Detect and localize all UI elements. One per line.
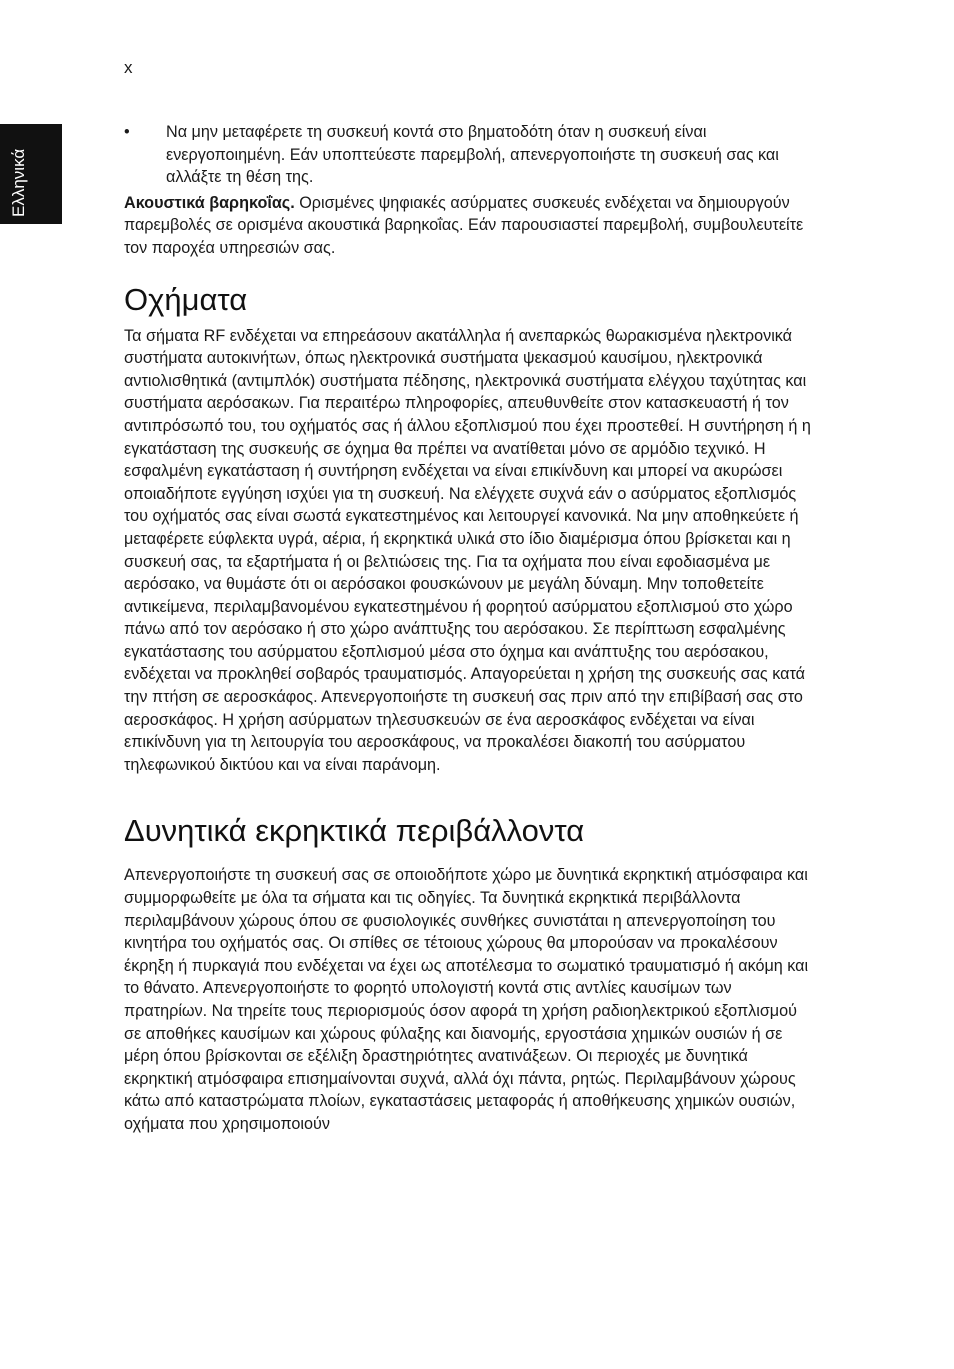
explosive-environments-paragraph: Απενεργοποιήστε τη συσκευή σας σε οποιοδήποτε χώρο με δυνητικά εκρηκτική ατμόσφαιρα και συμμορφωθείτε με όλα τα σήματα και τις οδηγίες. Τα δυνητικά εκρηκτικά περιβάλλοντα περιλαμβάνουν χώρους όπου σε φυσιολογικές συνθήκες συνιστάται η απενεργοποίηση του κινητήρα του οχήματός σας. Οι σπίθες σε τέτοιους χώρους θα μπορούσαν να προκαλέσουν έκρηξη ή πυρκαγιά που ενδέχεται να έχει ως αποτέλεσμα το σωματικό τραυματισμό ή ακόμη και το θάνατο. Απενεργοποιήστε το φορητό υπολογιστή κοντά στις αντλίες καυσίμων των πρατηρίων. Να τηρείτε τους περιορισμούς όσον αφορά τη χρήση ραδιοηλεκτρικού εξοπλισμού σε αποθήκες καυσίμων και χώρους φύλαξης και διανομής, εργοστάσια χημικών ουσιών ή σε μέρη όπου βρίσκονται σε εξέλιξη δραστηριότητες ανατινάξεων. Οι περιοχές με δυνητικά εκρηκτική ατμόσφαιρα επισημαίνονται συχνά, αλλά όχι πάντα, ρητώς. Περιλαμβάνουν χώρους κάτω από καταστρώματα πλοίων, εγκαταστάσεις μεταφοράς ή αποθήκευσης χημικών ουσιών, οχήματα που χρησιμοποιούν	[124, 866, 809, 1133]
hearing-aids-text: Ορισμένες ψηφιακές ασύρματες συσκευές ενδέχεται να δημιουργούν παρεμβολές σε ορισμένα ακουστικά βαρηκοΐας. Εάν παρουσιαστεί παρεμβολή, συμβουλευτείτε τον παροχέα υπηρεσιών σας.	[124, 193, 804, 257]
vehicles-heading: Οχήματα	[124, 281, 248, 317]
pacemaker-bullet	[124, 121, 814, 189]
page-content	[124, 121, 814, 1136]
bullet-text: Να μην μεταφέρετε τη συσκευή κοντά στο βηματοδότη όταν η συσκευή είναι ενεργοποιημένη. Εάν υποπτεύεστε παρεμβολή, απενεργοποιήστε τη συσκευή σας και αλλάξτε τη θέση της.	[166, 123, 779, 187]
explosive-environments-heading: Δυνητικά εκρηκτικά περιβάλλοντα	[124, 813, 585, 849]
page-number: x	[124, 58, 133, 77]
vehicles-paragraph: Τα σήματα RF ενδέχεται να επηρεάσουν ακατάλληλα ή ανεπαρκώς θωρακισμένα ηλεκτρονικά συστήματα αυτοκινήτων, όπως ηλεκτρονικά συστήματα ψεκασμού καυσίμου, ηλεκτρονικά αντιολισθητικά (αντιμπλόκ) συστήματα πέδησης, ηλεκτρονικά συστήματα ελέγχου ταχύτητας και συστήματα αερόσακων. Για περαιτέρω πληροφορίες, απευθυνθείτε στον κατασκευαστή ή τον αντιπρόσωπό του, του οχήματός σας ή άλλου εξοπλισμού που έχει προστεθεί. Η συντήρηση ή η εγκατάσταση της συσκευής σε όχημα θα πρέπει να ανατίθεται μόνο σε αρμόδιο τεχνικό. Η εσφαλμένη εγκατάσταση ή συντήρηση ενδέχεται να είναι επικίνδυνη και μπορεί να ακυρώσει οποιαδήποτε εγγύηση ισχύει για τη συσκευή. Να ελέγχετε συχνά εάν ο ασύρματος εξοπλισμός του οχήματός σας είναι σωστά εγκατεστημένος και λειτουργεί κανονικά. Να μην αποθηκεύετε ή μεταφέρετε εύφλεκτα υγρά, αέρια, ή εκρηκτικά υλικά στο ίδιο διαμέρισμα όπου βρίσκεται και η συσκευή σας, τα εξαρτήματα ή οι βελτιώσεις της. Για τα οχήματα που είναι εφοδιασμένα με αερόσακο, να θυμάστε ότι οι αερόσακοι φουσκώνουν με μεγάλη δύναμη. Μην τοποθετείτε αντικείμενα, περιλαμβανομένου εγκατεστημένου ή φορητού ασύρματου εξοπλισμού στο χώρο πάνω από τον αερόσακο ή στο χώρο ανάπτυξης του αερόσακου. Σε περίπτωση εσφαλμένης εγκατάστασης του ασύρματου εξοπλισμού μέσα στο όχημα και ανάπτυξης του αερόσακου, ενδέχεται να προκληθεί σοβαρός τραυματισμός. Απαγορεύεται η χρήση της συσκευής σας κατά την πτήση σε αεροσκάφος. Απενεργοποιήστε τη συσκευή σας πριν από την επιβίβασή σας στο αεροσκάφος. Η χρήση ασύρματων τηλεσυσκευών σε ένα αεροσκάφος ενδέχεται να είναι επικίνδυνη για τη λειτουργία του αεροσκάφους, να προκαλέσει διακοπή του ασύρματου τηλεφωνικού δικτύου και να είναι παράνομη.	[124, 326, 811, 774]
language-tab-label: Ελληνικά	[9, 148, 28, 217]
bullet-marker: •	[124, 123, 130, 141]
hearing-aids-paragraph	[124, 192, 814, 260]
hearing-aids-title: Ακουστικά βαρηκοΐας.	[124, 193, 295, 212]
